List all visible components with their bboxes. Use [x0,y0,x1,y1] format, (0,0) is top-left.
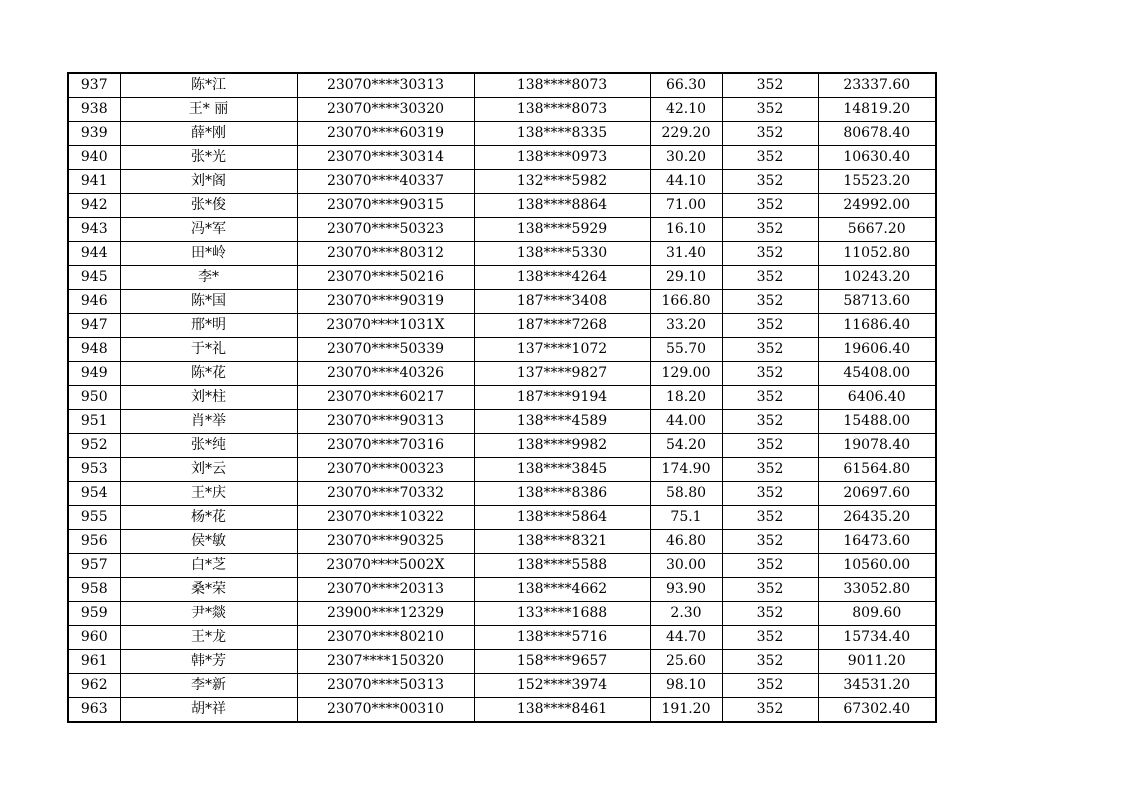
phone-cell: 132****5982 [474,170,650,194]
rate-cell: 352 [722,362,818,386]
id-number-cell: 23070****50323 [297,218,474,242]
area-cell: 29.10 [650,266,722,290]
id-number-cell: 23070****10322 [297,506,474,530]
name-cell: 刘*云 [120,458,297,482]
amount-cell: 67302.40 [818,698,936,723]
id-number-cell: 23070****20313 [297,578,474,602]
phone-cell: 138****8461 [474,698,650,723]
name-cell: 薛*刚 [120,122,297,146]
table-row [68,170,936,194]
name-cell: 李* [120,266,297,290]
rate-cell: 352 [722,698,818,723]
table-row [68,266,936,290]
rate-cell: 352 [722,266,818,290]
rate-cell: 352 [722,338,818,362]
amount-cell: 58713.60 [818,290,936,314]
name-cell: 张*纯 [120,434,297,458]
table-body [68,73,936,722]
rate-cell: 352 [722,650,818,674]
name-cell: 田*岭 [120,242,297,266]
amount-cell: 23337.60 [818,73,936,98]
rate-cell: 352 [722,194,818,218]
rate-cell: 352 [722,626,818,650]
area-cell: 66.30 [650,73,722,98]
table-row [68,242,936,266]
phone-cell: 133****1688 [474,602,650,626]
rate-cell: 352 [722,482,818,506]
area-cell: 44.10 [650,170,722,194]
phone-cell: 138****5330 [474,242,650,266]
area-cell: 18.20 [650,386,722,410]
amount-cell: 10630.40 [818,146,936,170]
area-cell: 25.60 [650,650,722,674]
row-number-cell: 941 [68,170,120,194]
area-cell: 98.10 [650,674,722,698]
id-number-cell: 23070****60217 [297,386,474,410]
area-cell: 44.00 [650,410,722,434]
row-number-cell: 937 [68,73,120,98]
table-row [68,650,936,674]
amount-cell: 80678.40 [818,122,936,146]
area-cell: 191.20 [650,698,722,723]
phone-cell: 138****8386 [474,482,650,506]
amount-cell: 10243.20 [818,266,936,290]
table-row [68,410,936,434]
id-number-cell: 23070****80210 [297,626,474,650]
row-number-cell: 945 [68,266,120,290]
row-number-cell: 961 [68,650,120,674]
row-number-cell: 953 [68,458,120,482]
id-number-cell: 23070****50313 [297,674,474,698]
table-row [68,554,936,578]
table-row [68,194,936,218]
name-cell: 陈*国 [120,290,297,314]
area-cell: 229.20 [650,122,722,146]
area-cell: 30.00 [650,554,722,578]
table-row [68,530,936,554]
table-row [68,146,936,170]
table-row [68,482,936,506]
table-row [68,338,936,362]
amount-cell: 34531.20 [818,674,936,698]
row-number-cell: 947 [68,314,120,338]
amount-cell: 5667.20 [818,218,936,242]
name-cell: 王*龙 [120,626,297,650]
id-number-cell: 23070****90315 [297,194,474,218]
rate-cell: 352 [722,410,818,434]
phone-cell: 158****9657 [474,650,650,674]
phone-cell: 138****4662 [474,578,650,602]
row-number-cell: 957 [68,554,120,578]
row-number-cell: 962 [68,674,120,698]
table-row [68,626,936,650]
table-row [68,362,936,386]
row-number-cell: 943 [68,218,120,242]
row-number-cell: 951 [68,410,120,434]
area-cell: 75.1 [650,506,722,530]
row-number-cell: 959 [68,602,120,626]
rate-cell: 352 [722,98,818,122]
id-number-cell: 23070****90325 [297,530,474,554]
row-number-cell: 952 [68,434,120,458]
name-cell: 胡*祥 [120,698,297,723]
phone-cell: 138****8073 [474,98,650,122]
rate-cell: 352 [722,602,818,626]
phone-cell: 187****9194 [474,386,650,410]
id-number-cell: 23070****5002X [297,554,474,578]
rate-cell: 352 [722,434,818,458]
row-number-cell: 960 [68,626,120,650]
table-row [68,314,936,338]
amount-cell: 10560.00 [818,554,936,578]
row-number-cell: 946 [68,290,120,314]
area-cell: 71.00 [650,194,722,218]
amount-cell: 11052.80 [818,242,936,266]
id-number-cell: 23070****50216 [297,266,474,290]
row-number-cell: 950 [68,386,120,410]
row-number-cell: 949 [68,362,120,386]
id-number-cell: 23070****60319 [297,122,474,146]
id-number-cell: 23070****90313 [297,410,474,434]
data-table [67,72,937,723]
name-cell: 刘*柱 [120,386,297,410]
rate-cell: 352 [722,578,818,602]
table-row [68,98,936,122]
phone-cell: 187****3408 [474,290,650,314]
name-cell: 王*庆 [120,482,297,506]
name-cell: 韩*芳 [120,650,297,674]
rate-cell: 352 [722,314,818,338]
area-cell: 174.90 [650,458,722,482]
area-cell: 44.70 [650,626,722,650]
rate-cell: 352 [722,73,818,98]
phone-cell: 137****1072 [474,338,650,362]
amount-cell: 19606.40 [818,338,936,362]
area-cell: 55.70 [650,338,722,362]
amount-cell: 809.60 [818,602,936,626]
rate-cell: 352 [722,290,818,314]
id-number-cell: 23070****00310 [297,698,474,723]
amount-cell: 16473.60 [818,530,936,554]
id-number-cell: 23070****80312 [297,242,474,266]
amount-cell: 19078.40 [818,434,936,458]
phone-cell: 138****3845 [474,458,650,482]
table-row [68,434,936,458]
id-number-cell: 23070****70332 [297,482,474,506]
area-cell: 16.10 [650,218,722,242]
rate-cell: 352 [722,122,818,146]
table-row [68,674,936,698]
table-row [68,698,936,723]
id-number-cell: 23070****40337 [297,170,474,194]
table-row [68,602,936,626]
rate-cell: 352 [722,458,818,482]
row-number-cell: 942 [68,194,120,218]
phone-cell: 138****8321 [474,530,650,554]
table-row [68,458,936,482]
table-row [68,506,936,530]
phone-cell: 138****5929 [474,218,650,242]
area-cell: 2.30 [650,602,722,626]
rate-cell: 352 [722,146,818,170]
id-number-cell: 23900****12329 [297,602,474,626]
area-cell: 166.80 [650,290,722,314]
phone-cell: 138****9982 [474,434,650,458]
name-cell: 张*俊 [120,194,297,218]
id-number-cell: 23070****30314 [297,146,474,170]
id-number-cell: 23070****30313 [297,73,474,98]
name-cell: 桑*荣 [120,578,297,602]
id-number-cell: 23070****90319 [297,290,474,314]
name-cell: 陈*江 [120,73,297,98]
phone-cell: 138****5716 [474,626,650,650]
area-cell: 58.80 [650,482,722,506]
area-cell: 31.40 [650,242,722,266]
phone-cell: 138****8335 [474,122,650,146]
table-row [68,578,936,602]
row-number-cell: 944 [68,242,120,266]
name-cell: 于*礼 [120,338,297,362]
rate-cell: 352 [722,674,818,698]
rate-cell: 352 [722,506,818,530]
row-number-cell: 938 [68,98,120,122]
area-cell: 129.00 [650,362,722,386]
name-cell: 白*芝 [120,554,297,578]
area-cell: 42.10 [650,98,722,122]
phone-cell: 138****4264 [474,266,650,290]
amount-cell: 61564.80 [818,458,936,482]
rate-cell: 352 [722,530,818,554]
name-cell: 邢*明 [120,314,297,338]
name-cell: 李*新 [120,674,297,698]
name-cell: 王* 丽 [120,98,297,122]
id-number-cell: 23070****1031X [297,314,474,338]
id-number-cell: 23070****00323 [297,458,474,482]
amount-cell: 26435.20 [818,506,936,530]
amount-cell: 9011.20 [818,650,936,674]
rate-cell: 352 [722,242,818,266]
amount-cell: 6406.40 [818,386,936,410]
amount-cell: 24992.00 [818,194,936,218]
row-number-cell: 954 [68,482,120,506]
table-row [68,73,936,98]
id-number-cell: 2307****150320 [297,650,474,674]
amount-cell: 20697.60 [818,482,936,506]
area-cell: 93.90 [650,578,722,602]
row-number-cell: 948 [68,338,120,362]
phone-cell: 138****8864 [474,194,650,218]
name-cell: 尹*燚 [120,602,297,626]
name-cell: 冯*军 [120,218,297,242]
area-cell: 54.20 [650,434,722,458]
phone-cell: 138****5588 [474,554,650,578]
name-cell: 肖*举 [120,410,297,434]
rate-cell: 352 [722,170,818,194]
name-cell: 杨*花 [120,506,297,530]
amount-cell: 11686.40 [818,314,936,338]
amount-cell: 15488.00 [818,410,936,434]
phone-cell: 187****7268 [474,314,650,338]
rate-cell: 352 [722,554,818,578]
name-cell: 刘*阁 [120,170,297,194]
amount-cell: 45408.00 [818,362,936,386]
row-number-cell: 958 [68,578,120,602]
row-number-cell: 955 [68,506,120,530]
id-number-cell: 23070****30320 [297,98,474,122]
phone-cell: 137****9827 [474,362,650,386]
amount-cell: 14819.20 [818,98,936,122]
amount-cell: 15523.20 [818,170,936,194]
table-row [68,218,936,242]
id-number-cell: 23070****70316 [297,434,474,458]
amount-cell: 15734.40 [818,626,936,650]
row-number-cell: 956 [68,530,120,554]
phone-cell: 152****3974 [474,674,650,698]
row-number-cell: 940 [68,146,120,170]
amount-cell: 33052.80 [818,578,936,602]
area-cell: 46.80 [650,530,722,554]
table-row [68,290,936,314]
phone-cell: 138****4589 [474,410,650,434]
table-row [68,386,936,410]
phone-cell: 138****8073 [474,73,650,98]
id-number-cell: 23070****40326 [297,362,474,386]
area-cell: 33.20 [650,314,722,338]
id-number-cell: 23070****50339 [297,338,474,362]
phone-cell: 138****5864 [474,506,650,530]
rate-cell: 352 [722,386,818,410]
name-cell: 陈*花 [120,362,297,386]
area-cell: 30.20 [650,146,722,170]
name-cell: 张*光 [120,146,297,170]
table-row [68,122,936,146]
phone-cell: 138****0973 [474,146,650,170]
name-cell: 侯*敏 [120,530,297,554]
row-number-cell: 963 [68,698,120,723]
rate-cell: 352 [722,218,818,242]
row-number-cell: 939 [68,122,120,146]
